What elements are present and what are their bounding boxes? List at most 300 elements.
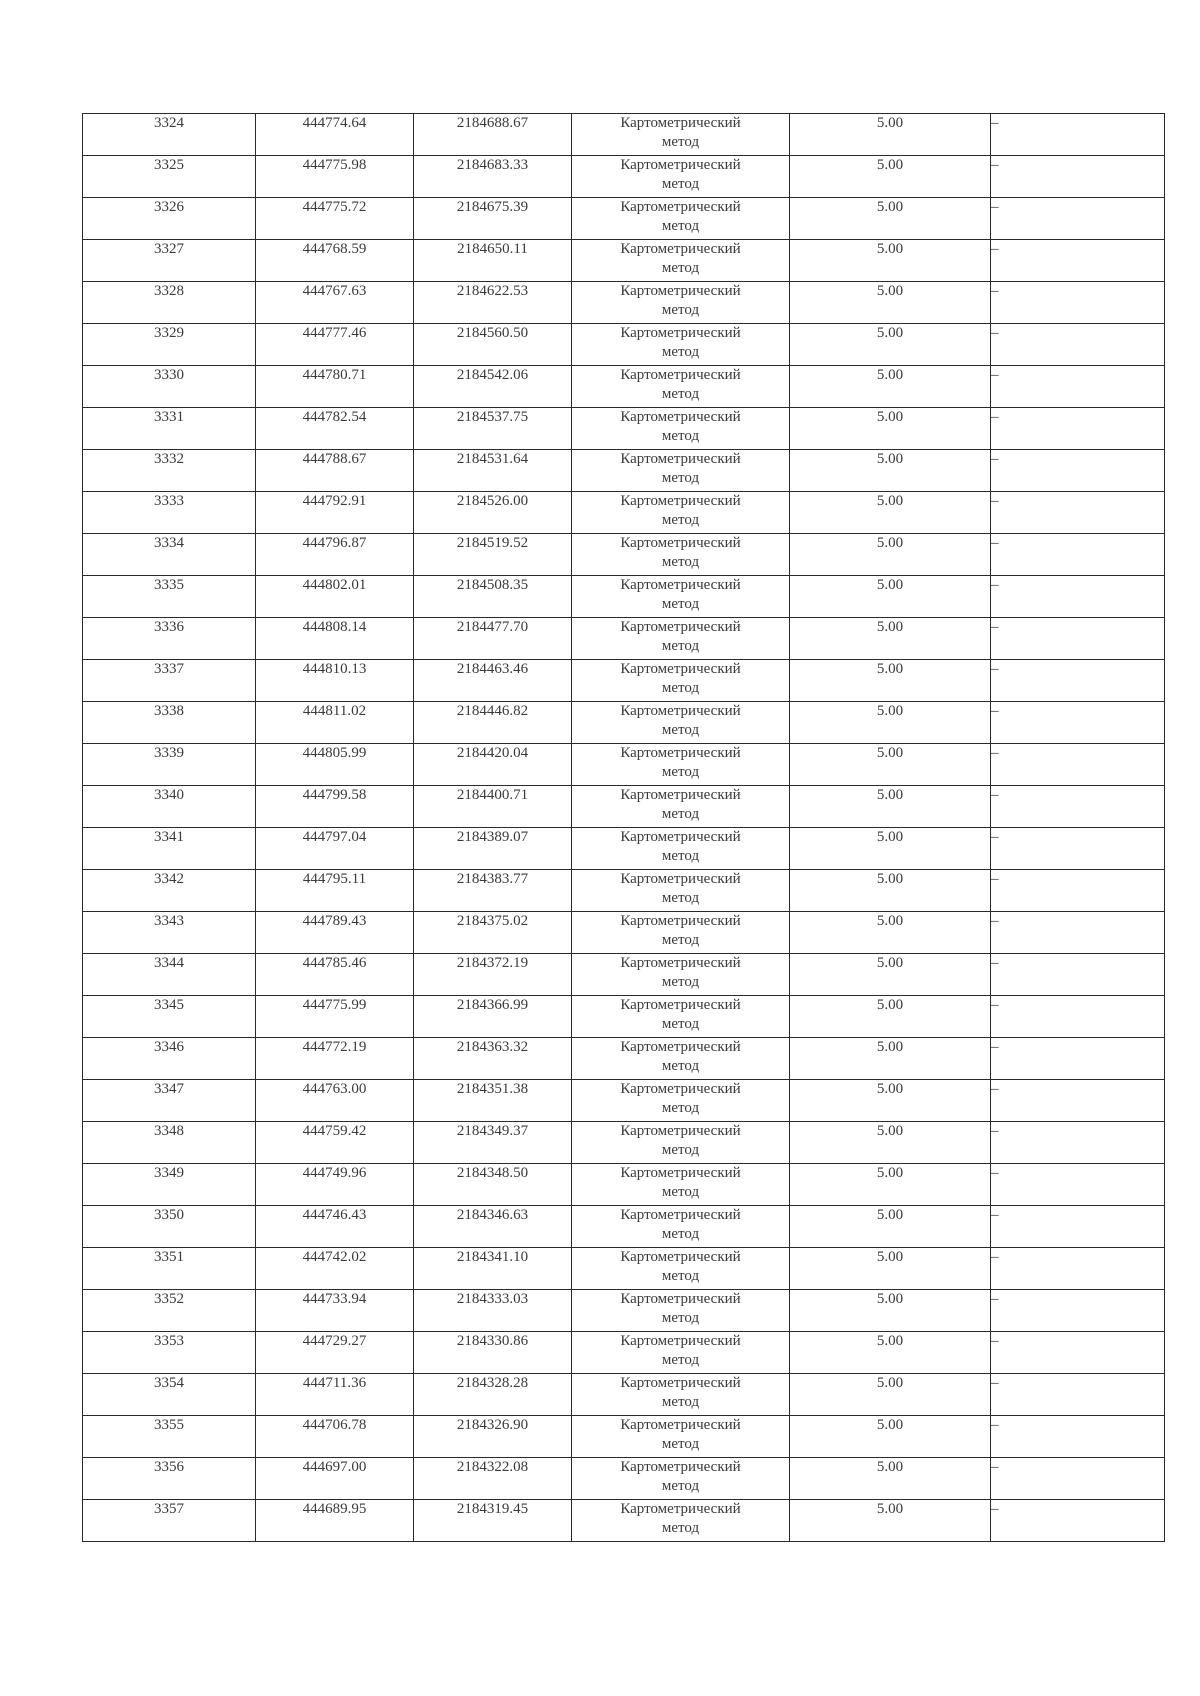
method-line-2: метод — [661, 218, 700, 234]
accuracy-cell: 5.00 — [790, 1332, 991, 1374]
accuracy-cell: 5.00 — [790, 870, 991, 912]
table-row — [83, 660, 1165, 702]
coordinates-table — [82, 113, 1165, 1542]
accuracy-cell: 5.00 — [790, 1416, 991, 1458]
point-number-cell: 3353 — [83, 1332, 256, 1374]
y-coordinate-cell: 2184319.45 — [414, 1500, 572, 1542]
accuracy-cell: 5.00 — [790, 1500, 991, 1542]
point-number-cell: 3348 — [83, 1122, 256, 1164]
accuracy-cell: 5.00 — [790, 1164, 991, 1206]
table-row — [83, 1500, 1165, 1542]
method-line-1: Картометрический — [620, 325, 741, 341]
y-coordinate-cell: 2184446.82 — [414, 702, 572, 744]
method-cell — [572, 660, 790, 702]
method-cell — [572, 1500, 790, 1542]
method-line-2: метод — [661, 1226, 700, 1242]
method-line-1: Картометрический — [620, 1333, 741, 1349]
y-coordinate-cell: 2184348.50 — [414, 1164, 572, 1206]
description-cell: – — [991, 744, 1165, 786]
x-coordinate-cell: 444782.54 — [256, 408, 414, 450]
method-line-2: метод — [661, 302, 700, 318]
y-coordinate-cell: 2184420.04 — [414, 744, 572, 786]
table-row — [83, 1248, 1165, 1290]
method-cell — [572, 828, 790, 870]
description-cell: – — [991, 870, 1165, 912]
method-line-1: Картометрический — [620, 157, 741, 173]
table-row — [83, 912, 1165, 954]
method-line-2: метод — [661, 932, 700, 948]
description-cell: – — [991, 366, 1165, 408]
description-cell: – — [991, 492, 1165, 534]
table-row — [83, 618, 1165, 660]
accuracy-cell: 5.00 — [790, 324, 991, 366]
method-cell — [572, 450, 790, 492]
method-cell — [572, 198, 790, 240]
method-line-1: Картометрический — [620, 451, 741, 467]
x-coordinate-cell: 444810.13 — [256, 660, 414, 702]
x-coordinate-cell: 444797.04 — [256, 828, 414, 870]
table-row — [83, 1416, 1165, 1458]
method-line-1: Картометрический — [620, 1207, 741, 1223]
description-cell: – — [991, 1080, 1165, 1122]
method-cell — [572, 1080, 790, 1122]
y-coordinate-cell: 2184477.70 — [414, 618, 572, 660]
accuracy-cell: 5.00 — [790, 492, 991, 534]
x-coordinate-cell: 444792.91 — [256, 492, 414, 534]
method-line-1: Картометрический — [620, 1123, 741, 1139]
accuracy-cell: 5.00 — [790, 954, 991, 996]
table-row — [83, 1458, 1165, 1500]
table-row — [83, 1290, 1165, 1332]
y-coordinate-cell: 2184383.77 — [414, 870, 572, 912]
point-number-cell: 3337 — [83, 660, 256, 702]
y-coordinate-cell: 2184366.99 — [414, 996, 572, 1038]
method-cell — [572, 870, 790, 912]
method-cell — [572, 786, 790, 828]
accuracy-cell: 5.00 — [790, 240, 991, 282]
method-line-2: метод — [661, 1142, 700, 1158]
method-cell — [572, 1206, 790, 1248]
accuracy-cell: 5.00 — [790, 618, 991, 660]
y-coordinate-cell: 2184341.10 — [414, 1248, 572, 1290]
description-cell: – — [991, 408, 1165, 450]
method-cell — [572, 1458, 790, 1500]
point-number-cell: 3355 — [83, 1416, 256, 1458]
point-number-cell: 3328 — [83, 282, 256, 324]
x-coordinate-cell: 444785.46 — [256, 954, 414, 996]
method-line-2: метод — [661, 260, 700, 276]
accuracy-cell: 5.00 — [790, 912, 991, 954]
description-cell: – — [991, 912, 1165, 954]
y-coordinate-cell: 2184560.50 — [414, 324, 572, 366]
y-coordinate-cell: 2184622.53 — [414, 282, 572, 324]
y-coordinate-cell: 2184526.00 — [414, 492, 572, 534]
table-row — [83, 492, 1165, 534]
method-line-2: метод — [661, 1100, 700, 1116]
accuracy-cell: 5.00 — [790, 1206, 991, 1248]
method-line-2: метод — [661, 1058, 700, 1074]
accuracy-cell: 5.00 — [790, 1080, 991, 1122]
description-cell: – — [991, 282, 1165, 324]
accuracy-cell: 5.00 — [790, 576, 991, 618]
coordinates-table-body — [83, 114, 1165, 1542]
point-number-cell: 3340 — [83, 786, 256, 828]
method-cell — [572, 996, 790, 1038]
table-row — [83, 1332, 1165, 1374]
method-line-1: Картометрический — [620, 535, 741, 551]
point-number-cell: 3341 — [83, 828, 256, 870]
accuracy-cell: 5.00 — [790, 282, 991, 324]
x-coordinate-cell: 444805.99 — [256, 744, 414, 786]
method-cell — [572, 618, 790, 660]
point-number-cell: 3335 — [83, 576, 256, 618]
method-line-1: Картометрический — [620, 1081, 741, 1097]
method-line-1: Картометрический — [620, 409, 741, 425]
description-cell: – — [991, 156, 1165, 198]
table-row — [83, 744, 1165, 786]
method-cell — [572, 912, 790, 954]
x-coordinate-cell: 444706.78 — [256, 1416, 414, 1458]
x-coordinate-cell: 444697.00 — [256, 1458, 414, 1500]
x-coordinate-cell: 444742.02 — [256, 1248, 414, 1290]
method-line-2: метод — [661, 554, 700, 570]
y-coordinate-cell: 2184346.63 — [414, 1206, 572, 1248]
x-coordinate-cell: 444768.59 — [256, 240, 414, 282]
point-number-cell: 3331 — [83, 408, 256, 450]
point-number-cell: 3327 — [83, 240, 256, 282]
table-row — [83, 450, 1165, 492]
method-line-2: метод — [661, 134, 700, 150]
method-line-1: Картометрический — [620, 829, 741, 845]
table-row — [83, 870, 1165, 912]
point-number-cell: 3344 — [83, 954, 256, 996]
point-number-cell: 3351 — [83, 1248, 256, 1290]
y-coordinate-cell: 2184349.37 — [414, 1122, 572, 1164]
table-row — [83, 1038, 1165, 1080]
method-line-2: метод — [661, 344, 700, 360]
description-cell: – — [991, 828, 1165, 870]
method-line-2: метод — [661, 428, 700, 444]
method-cell — [572, 1038, 790, 1080]
x-coordinate-cell: 444775.72 — [256, 198, 414, 240]
method-line-1: Картометрический — [620, 913, 741, 929]
method-line-2: метод — [661, 596, 700, 612]
method-cell — [572, 702, 790, 744]
y-coordinate-cell: 2184372.19 — [414, 954, 572, 996]
method-cell — [572, 1416, 790, 1458]
point-number-cell: 3352 — [83, 1290, 256, 1332]
accuracy-cell: 5.00 — [790, 450, 991, 492]
table-row — [83, 408, 1165, 450]
method-line-2: метод — [661, 890, 700, 906]
description-cell: – — [991, 450, 1165, 492]
point-number-cell: 3336 — [83, 618, 256, 660]
y-coordinate-cell: 2184400.71 — [414, 786, 572, 828]
point-number-cell: 3349 — [83, 1164, 256, 1206]
y-coordinate-cell: 2184675.39 — [414, 198, 572, 240]
y-coordinate-cell: 2184363.32 — [414, 1038, 572, 1080]
x-coordinate-cell: 444774.64 — [256, 114, 414, 156]
method-line-1: Картометрический — [620, 1039, 741, 1055]
description-cell: – — [991, 786, 1165, 828]
description-cell: – — [991, 198, 1165, 240]
accuracy-cell: 5.00 — [790, 408, 991, 450]
x-coordinate-cell: 444749.96 — [256, 1164, 414, 1206]
x-coordinate-cell: 444772.19 — [256, 1038, 414, 1080]
point-number-cell: 3329 — [83, 324, 256, 366]
table-row — [83, 828, 1165, 870]
y-coordinate-cell: 2184688.67 — [414, 114, 572, 156]
method-line-2: метод — [661, 722, 700, 738]
x-coordinate-cell: 444689.95 — [256, 1500, 414, 1542]
table-row — [83, 366, 1165, 408]
method-cell — [572, 744, 790, 786]
method-line-1: Картометрический — [620, 997, 741, 1013]
table-row — [83, 324, 1165, 366]
accuracy-cell: 5.00 — [790, 156, 991, 198]
x-coordinate-cell: 444733.94 — [256, 1290, 414, 1332]
method-line-1: Картометрический — [620, 661, 741, 677]
x-coordinate-cell: 444746.43 — [256, 1206, 414, 1248]
table-row — [83, 1122, 1165, 1164]
point-number-cell: 3357 — [83, 1500, 256, 1542]
point-number-cell: 3324 — [83, 114, 256, 156]
accuracy-cell: 5.00 — [790, 702, 991, 744]
method-line-1: Картометрический — [620, 1459, 741, 1475]
y-coordinate-cell: 2184326.90 — [414, 1416, 572, 1458]
description-cell: – — [991, 954, 1165, 996]
x-coordinate-cell: 444775.99 — [256, 996, 414, 1038]
point-number-cell: 3343 — [83, 912, 256, 954]
method-line-2: метод — [661, 386, 700, 402]
point-number-cell: 3339 — [83, 744, 256, 786]
x-coordinate-cell: 444767.63 — [256, 282, 414, 324]
table-row — [83, 198, 1165, 240]
point-number-cell: 3342 — [83, 870, 256, 912]
table-row — [83, 114, 1165, 156]
x-coordinate-cell: 444777.46 — [256, 324, 414, 366]
accuracy-cell: 5.00 — [790, 1290, 991, 1332]
y-coordinate-cell: 2184683.33 — [414, 156, 572, 198]
method-line-1: Картометрический — [620, 703, 741, 719]
point-number-cell: 3326 — [83, 198, 256, 240]
method-line-2: метод — [661, 1268, 700, 1284]
x-coordinate-cell: 444802.01 — [256, 576, 414, 618]
description-cell: – — [991, 702, 1165, 744]
y-coordinate-cell: 2184322.08 — [414, 1458, 572, 1500]
method-line-1: Картометрический — [620, 493, 741, 509]
method-cell — [572, 408, 790, 450]
description-cell: – — [991, 1248, 1165, 1290]
x-coordinate-cell: 444729.27 — [256, 1332, 414, 1374]
description-cell: – — [991, 576, 1165, 618]
method-line-2: метод — [661, 638, 700, 654]
table-row — [83, 996, 1165, 1038]
point-number-cell: 3330 — [83, 366, 256, 408]
accuracy-cell: 5.00 — [790, 786, 991, 828]
method-line-2: метод — [661, 806, 700, 822]
table-row — [83, 156, 1165, 198]
description-cell: – — [991, 1332, 1165, 1374]
description-cell: – — [991, 114, 1165, 156]
method-line-2: метод — [661, 764, 700, 780]
method-line-2: метод — [661, 1520, 700, 1536]
method-cell — [572, 1164, 790, 1206]
method-line-1: Картометрический — [620, 1165, 741, 1181]
method-line-2: метод — [661, 1016, 700, 1032]
accuracy-cell: 5.00 — [790, 1458, 991, 1500]
method-line-1: Картометрический — [620, 115, 741, 131]
method-line-2: метод — [661, 1310, 700, 1326]
method-line-2: метод — [661, 512, 700, 528]
method-cell — [572, 366, 790, 408]
description-cell: – — [991, 1038, 1165, 1080]
y-coordinate-cell: 2184531.64 — [414, 450, 572, 492]
description-cell: – — [991, 1164, 1165, 1206]
method-line-1: Картометрический — [620, 1375, 741, 1391]
method-cell — [572, 114, 790, 156]
method-line-1: Картометрический — [620, 367, 741, 383]
method-line-2: метод — [661, 1394, 700, 1410]
table-row — [83, 576, 1165, 618]
method-cell — [572, 1374, 790, 1416]
method-line-2: метод — [661, 974, 700, 990]
accuracy-cell: 5.00 — [790, 996, 991, 1038]
method-line-2: метод — [661, 1184, 700, 1200]
method-cell — [572, 1122, 790, 1164]
point-number-cell: 3332 — [83, 450, 256, 492]
table-row — [83, 702, 1165, 744]
x-coordinate-cell: 444799.58 — [256, 786, 414, 828]
x-coordinate-cell: 444711.36 — [256, 1374, 414, 1416]
point-number-cell: 3354 — [83, 1374, 256, 1416]
table-row — [83, 282, 1165, 324]
description-cell: – — [991, 240, 1165, 282]
y-coordinate-cell: 2184375.02 — [414, 912, 572, 954]
table-row — [83, 1164, 1165, 1206]
description-cell: – — [991, 1122, 1165, 1164]
table-row — [83, 1080, 1165, 1122]
method-cell — [572, 1248, 790, 1290]
y-coordinate-cell: 2184650.11 — [414, 240, 572, 282]
point-number-cell: 3347 — [83, 1080, 256, 1122]
accuracy-cell: 5.00 — [790, 1248, 991, 1290]
method-line-2: метод — [661, 470, 700, 486]
method-line-1: Картометрический — [620, 1249, 741, 1265]
method-line-2: метод — [661, 176, 700, 192]
accuracy-cell: 5.00 — [790, 534, 991, 576]
description-cell: – — [991, 534, 1165, 576]
method-cell — [572, 156, 790, 198]
method-line-2: метод — [661, 1478, 700, 1494]
point-number-cell: 3345 — [83, 996, 256, 1038]
table-row — [83, 1206, 1165, 1248]
y-coordinate-cell: 2184351.38 — [414, 1080, 572, 1122]
x-coordinate-cell: 444780.71 — [256, 366, 414, 408]
x-coordinate-cell: 444795.11 — [256, 870, 414, 912]
method-line-1: Картометрический — [620, 955, 741, 971]
accuracy-cell: 5.00 — [790, 1122, 991, 1164]
method-line-2: метод — [661, 1352, 700, 1368]
method-line-1: Картометрический — [620, 1291, 741, 1307]
y-coordinate-cell: 2184463.46 — [414, 660, 572, 702]
description-cell: – — [991, 1206, 1165, 1248]
x-coordinate-cell: 444808.14 — [256, 618, 414, 660]
method-cell — [572, 1290, 790, 1332]
method-cell — [572, 576, 790, 618]
point-number-cell: 3333 — [83, 492, 256, 534]
method-line-1: Картометрический — [620, 241, 741, 257]
x-coordinate-cell: 444763.00 — [256, 1080, 414, 1122]
method-cell — [572, 534, 790, 576]
method-line-1: Картометрический — [620, 1501, 741, 1517]
description-cell: – — [991, 1500, 1165, 1542]
description-cell: – — [991, 660, 1165, 702]
y-coordinate-cell: 2184537.75 — [414, 408, 572, 450]
x-coordinate-cell: 444775.98 — [256, 156, 414, 198]
accuracy-cell: 5.00 — [790, 198, 991, 240]
method-line-1: Картометрический — [620, 1417, 741, 1433]
method-cell — [572, 240, 790, 282]
method-line-1: Картометрический — [620, 283, 741, 299]
x-coordinate-cell: 444811.02 — [256, 702, 414, 744]
point-number-cell: 3338 — [83, 702, 256, 744]
y-coordinate-cell: 2184508.35 — [414, 576, 572, 618]
y-coordinate-cell: 2184328.28 — [414, 1374, 572, 1416]
table-row — [83, 1374, 1165, 1416]
method-line-1: Картометрический — [620, 745, 741, 761]
table-row — [83, 786, 1165, 828]
method-cell — [572, 282, 790, 324]
accuracy-cell: 5.00 — [790, 114, 991, 156]
method-cell — [572, 954, 790, 996]
description-cell: – — [991, 324, 1165, 366]
method-line-2: метод — [661, 1436, 700, 1452]
y-coordinate-cell: 2184389.07 — [414, 828, 572, 870]
accuracy-cell: 5.00 — [790, 828, 991, 870]
y-coordinate-cell: 2184333.03 — [414, 1290, 572, 1332]
y-coordinate-cell: 2184330.86 — [414, 1332, 572, 1374]
method-cell — [572, 492, 790, 534]
accuracy-cell: 5.00 — [790, 1374, 991, 1416]
description-cell: – — [991, 996, 1165, 1038]
accuracy-cell: 5.00 — [790, 366, 991, 408]
method-cell — [572, 324, 790, 366]
method-line-1: Картометрический — [620, 577, 741, 593]
y-coordinate-cell: 2184542.06 — [414, 366, 572, 408]
accuracy-cell: 5.00 — [790, 1038, 991, 1080]
description-cell: – — [991, 1374, 1165, 1416]
description-cell: – — [991, 1416, 1165, 1458]
description-cell: – — [991, 1290, 1165, 1332]
y-coordinate-cell: 2184519.52 — [414, 534, 572, 576]
table-row — [83, 240, 1165, 282]
method-line-1: Картометрический — [620, 199, 741, 215]
method-line-2: метод — [661, 680, 700, 696]
method-line-1: Картометрический — [620, 619, 741, 635]
point-number-cell: 3346 — [83, 1038, 256, 1080]
x-coordinate-cell: 444788.67 — [256, 450, 414, 492]
method-line-2: метод — [661, 848, 700, 864]
method-cell — [572, 1332, 790, 1374]
x-coordinate-cell: 444759.42 — [256, 1122, 414, 1164]
method-line-1: Картометрический — [620, 871, 741, 887]
method-line-1: Картометрический — [620, 787, 741, 803]
x-coordinate-cell: 444796.87 — [256, 534, 414, 576]
point-number-cell: 3356 — [83, 1458, 256, 1500]
point-number-cell: 3350 — [83, 1206, 256, 1248]
point-number-cell: 3334 — [83, 534, 256, 576]
